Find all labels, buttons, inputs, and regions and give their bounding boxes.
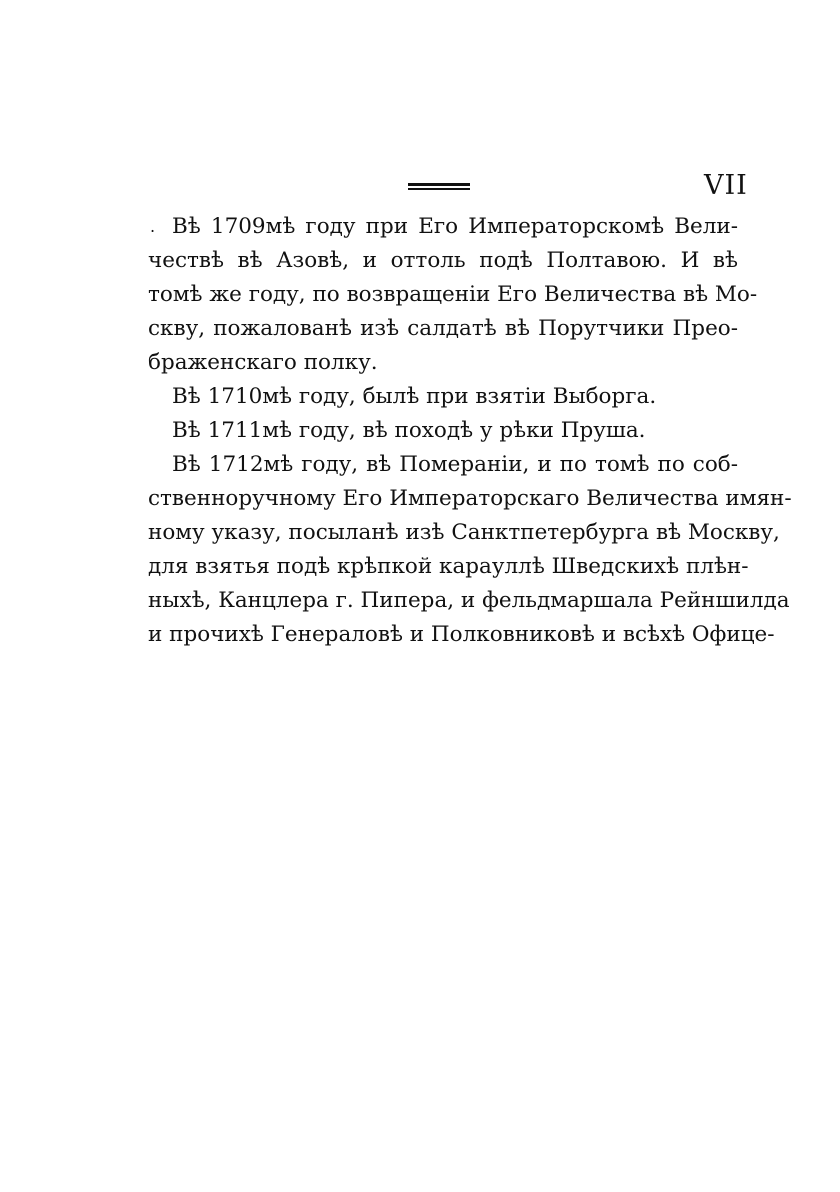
header-rule-bar-top [408, 183, 470, 186]
main-text-line: ному указу, посыланѣ изѣ Санктпетербурга вѣ Москву, [148, 520, 780, 545]
main-text-line: Вѣ 1711мѣ году, вѣ походѣ у рѣки Пруша. [172, 418, 646, 443]
main-text-line: томѣ же году, по возвращеніи Его Величества вѣ Мо- [148, 282, 758, 307]
main-text-line: ственноручному Его Императорскаго Величества имян- [148, 486, 792, 511]
main-text-line: ныхѣ, Канцлера г. Пипера, и фельдмаршала Рейншилда [148, 588, 790, 613]
main-text-line: Вѣ 1712мѣ году, вѣ Помераніи, и по томѣ по соб- [172, 452, 738, 477]
main-text-line: для взятья подѣ крѣпкой карауллѣ Шведскихѣ плѣн- [148, 554, 749, 579]
main-text-line: скву, пожалованѣ изѣ салдатѣ вѣ Порутчики Прео- [148, 316, 738, 341]
main-text-line: чествѣ вѣ Азовѣ, и оттоль подѣ Полтавою. И вѣ [148, 248, 738, 273]
main-text-line: и прочихѣ Генераловѣ и Полковниковѣ и всѣхѣ Офице- [148, 622, 775, 647]
page-number: VII [704, 170, 748, 201]
header-ornament-rule [408, 183, 470, 191]
main-text-line: Вѣ 1710мѣ году, былѣ при взятіи Выборга. [172, 384, 657, 409]
main-text-line: Вѣ 1709мѣ году при Его Императорскомѣ Вели- [172, 214, 738, 239]
main-text-line: браженскаго полку. [148, 350, 378, 375]
header-rule-bar-bottom [408, 188, 470, 190]
stray-ink-mark: . [150, 217, 156, 236]
